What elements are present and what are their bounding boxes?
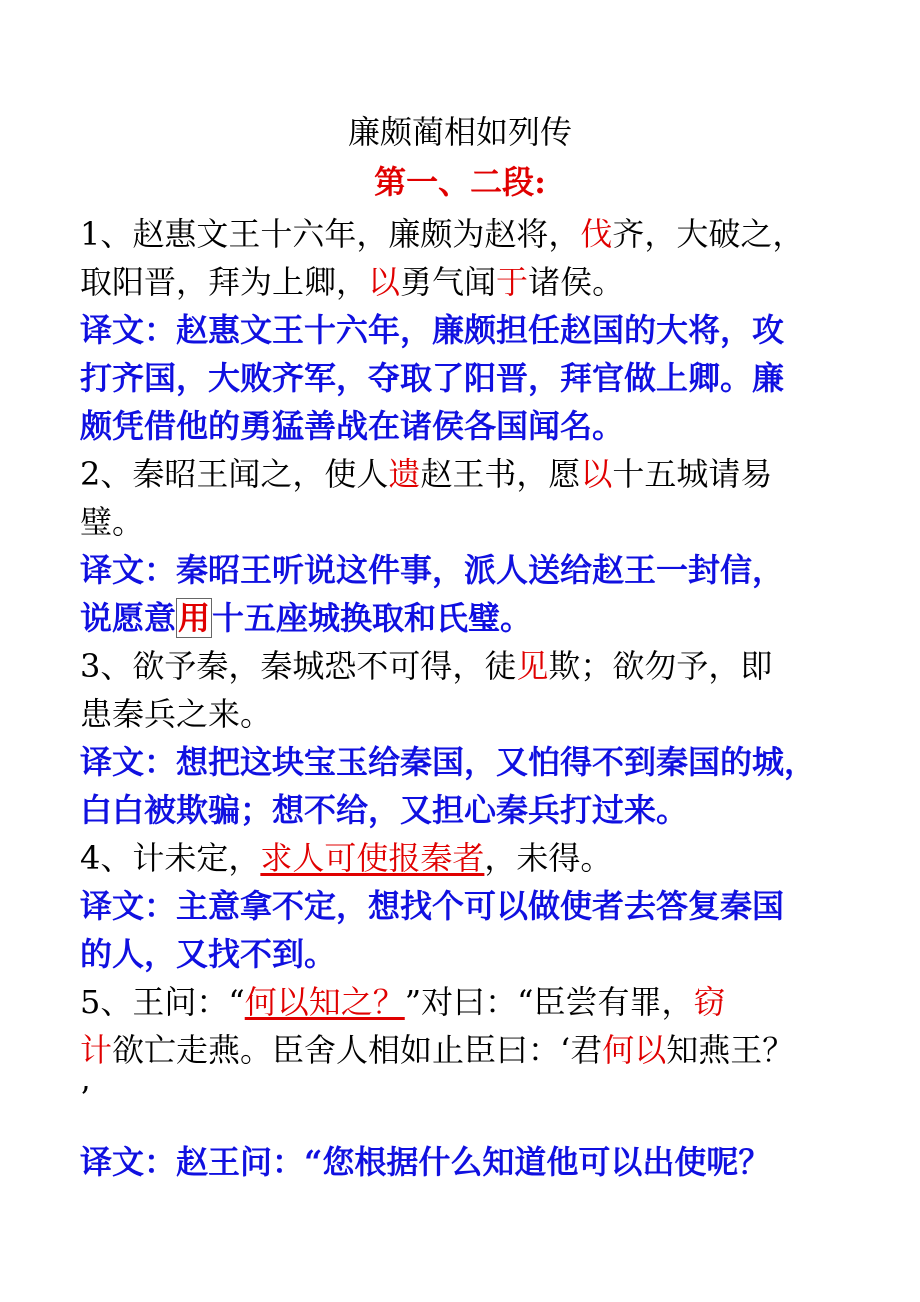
spacer bbox=[80, 1122, 840, 1138]
key-word: 以 bbox=[368, 263, 401, 301]
translation-line: 打齐国，大败齐军，夺取了阳晋，拜官做上卿。廉 bbox=[80, 359, 785, 397]
original-text-line: 取阳晋，拜为上卿，以勇气闻于诸侯。 bbox=[80, 263, 625, 301]
translation-line: 说愿意用十五座城换取和氏璧。 bbox=[80, 599, 533, 637]
translation-line: 译文：赵惠文王十六年，廉颇担任赵国的大将，攻 bbox=[80, 311, 785, 349]
translation-line: 译文：赵王问：“您根据什么知道他可以出使呢？ bbox=[80, 1143, 771, 1181]
translation-line: 译文：秦昭王听说这件事，派人送给赵王一封信， bbox=[80, 551, 785, 589]
original-text-line: 2、秦昭王闻之，使人遗赵王书，愿以十五城请易 bbox=[80, 455, 773, 493]
translation-line: 白白被欺骗；想不给，又担心秦兵打过来。 bbox=[80, 791, 689, 829]
key-word: 窃 bbox=[693, 983, 726, 1021]
original-text-line: 计欲亡走燕。臣舍人相如止臣曰：‘君何以知燕王？ bbox=[80, 1031, 795, 1069]
boxed-key-word: 用 bbox=[178, 599, 211, 637]
key-word: 见 bbox=[516, 647, 549, 685]
original-text-line: ’ bbox=[80, 1079, 91, 1117]
document-title: 廉颇蔺相如列传 bbox=[347, 113, 572, 151]
translation-line: 的人，又找不到。 bbox=[80, 935, 337, 973]
key-word: 于 bbox=[496, 263, 529, 301]
original-text-line: 3、欲予秦，秦城恐不可得，徒见欺；欲勿予，即 bbox=[80, 647, 773, 685]
key-word: 伐 bbox=[580, 215, 613, 253]
key-word: 以 bbox=[580, 455, 613, 493]
key-word: 遗 bbox=[388, 455, 421, 493]
original-text-line: 5、王问：“何以知之？”对曰：“臣尝有罪，窃 bbox=[80, 983, 726, 1021]
translation-line: 译文：想把这块宝玉给秦国，又怕得不到秦国的城， bbox=[80, 743, 817, 781]
key-word: 计 bbox=[80, 1031, 113, 1069]
document-body bbox=[80, 210, 840, 1186]
original-text-line: 4、计未定，求人可使报秦者，未得。 bbox=[80, 839, 613, 877]
translation-line: 译文：主意拿不定，想找个可以做使者去答复秦国 bbox=[80, 887, 785, 925]
key-phrase: 何以知之？ bbox=[244, 983, 405, 1021]
key-phrase: 求人可使报秦者 bbox=[260, 839, 485, 877]
key-word: 何以 bbox=[602, 1031, 667, 1069]
original-text-line: 患秦兵之来。 bbox=[80, 695, 273, 733]
translation-line: 颇凭借他的勇猛善战在诸侯各国闻名。 bbox=[80, 407, 625, 445]
section-heading: 第一、二段: bbox=[374, 163, 546, 201]
original-text-line: 璧。 bbox=[80, 503, 145, 541]
original-text-line: 1、赵惠文王十六年，廉颇为赵将，伐齐，大破之， bbox=[80, 215, 805, 253]
